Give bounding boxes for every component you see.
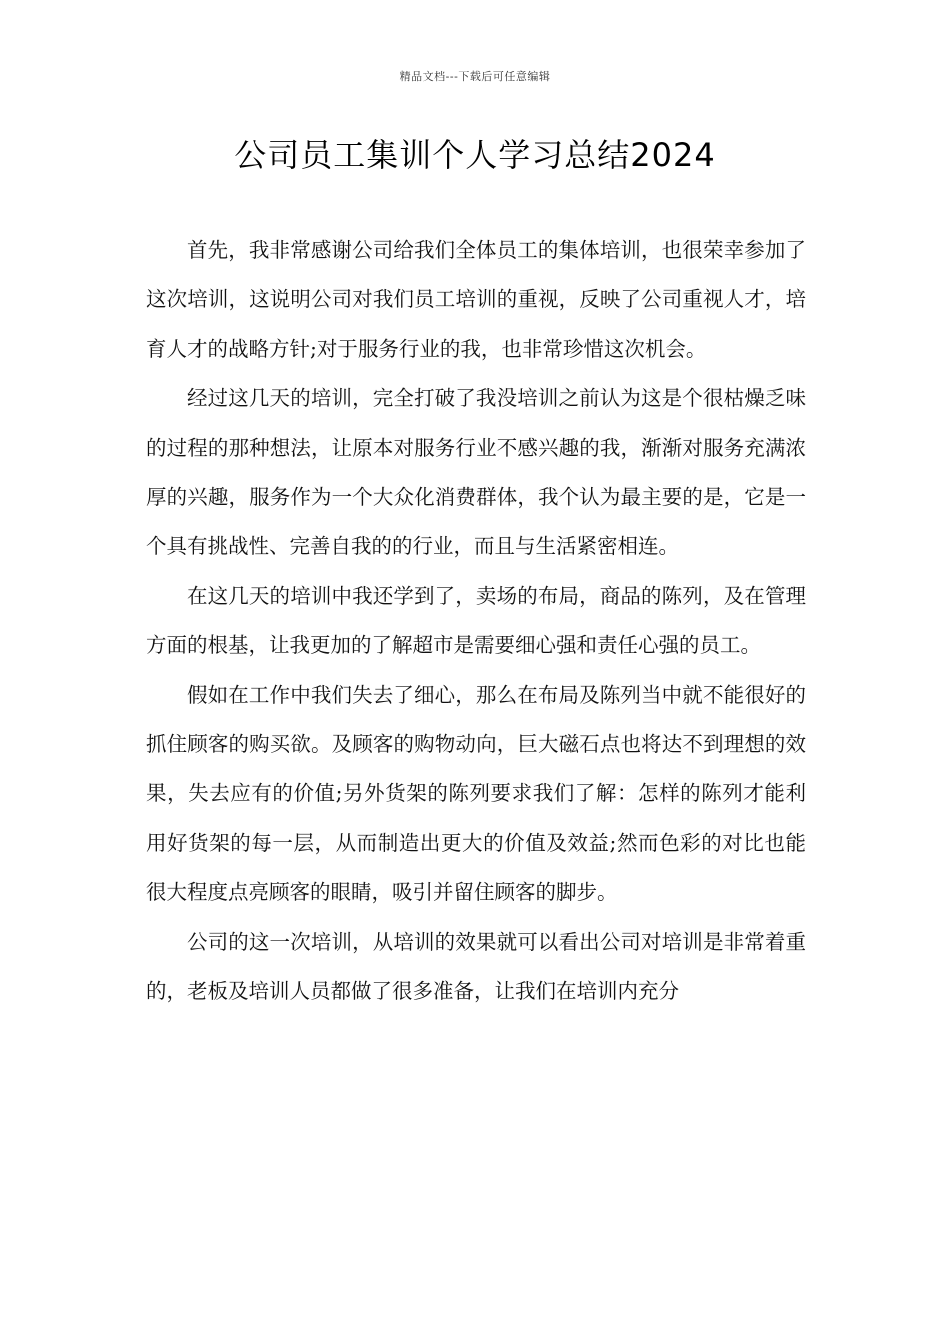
document-body <box>146 226 806 1017</box>
paragraph-4: 假如在工作中我们失去了细心，那么在布局及陈列当中就不能很好的抓住顾客的购买欲。及顾客的购物动向，巨大磁石点也将达不到理想的效果，失去应有的价值;另外货架的陈列要求我们了解：怎样的陈列才能利用好货架的每一层，从而制造出更大的价值及效益;然而色彩的对比也能很大程度点亮顾客的眼睛，吸引并留住顾客的脚步。 <box>146 682 806 905</box>
header-note: 精品文档---下载后可任意编辑 <box>399 70 551 83</box>
paragraph-1: 首先，我非常感谢公司给我们全体员工的集体培训，也很荣幸参加了这次培训，这说明公司对我们员工培训的重视，反映了公司重视人才，培育人才的战略方针;对于服务行业的我，也非常珍惜这次机会。 <box>146 238 806 361</box>
document-title: 公司员工集训个人学习总结2024 <box>234 136 716 174</box>
paragraph-2: 经过这几天的培训，完全打破了我没培训之前认为这是个很枯燥乏味的过程的那种想法，让原本对服务行业不感兴趣的我，渐渐对服务充满浓厚的兴趣，服务作为一个大众化消费群体，我个认为最主要的是，它是一个具有挑战性、完善自我的的行业，而且与生活紧密相连。 <box>146 386 806 559</box>
paragraph-5: 公司的这一次培训，从培训的效果就可以看出公司对培训是非常着重的，老板及培训人员都做了很多准备，让我们在培训内充分 <box>146 929 806 1004</box>
paragraph-3: 在这几天的培训中我还学到了，卖场的布局，商品的陈列，及在管理方面的根基，让我更加的了解超市是需要细心强和责任心强的员工。 <box>146 583 806 658</box>
